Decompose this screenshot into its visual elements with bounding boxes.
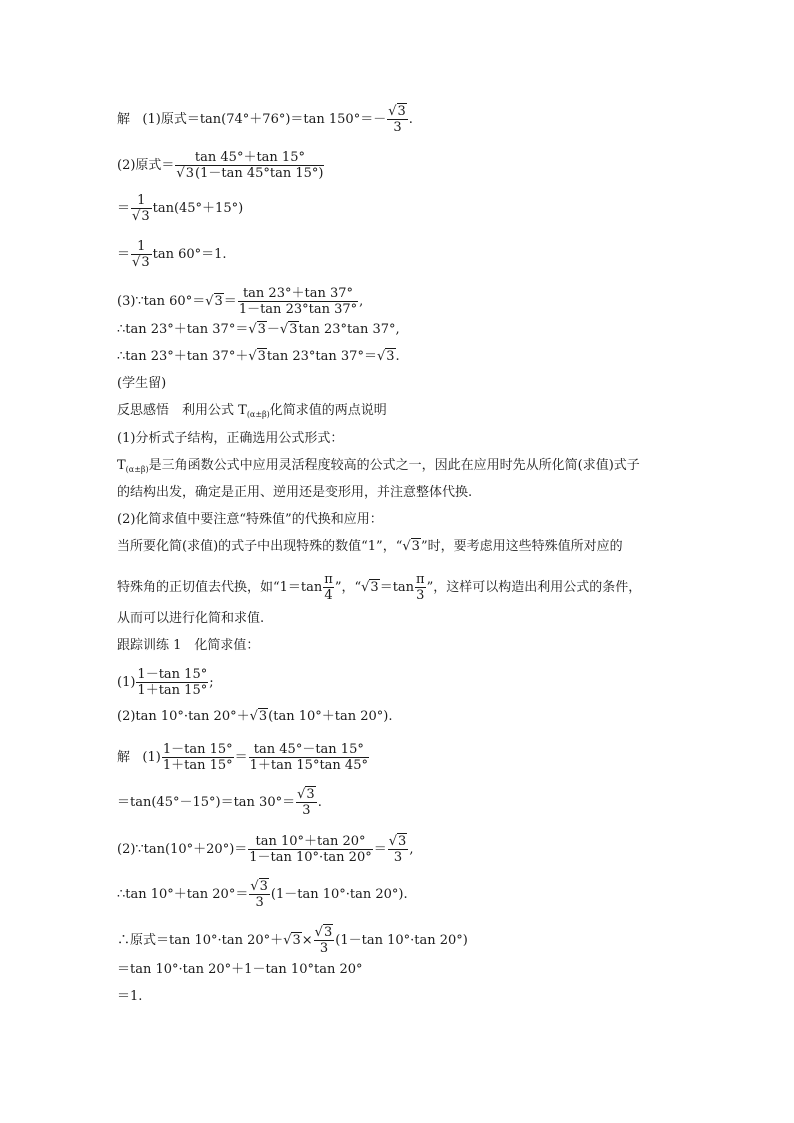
solution-1-line-7: ∴tan 23°＋tan 37°＋√3tan 23°tan 37°＝√3. — [117, 349, 400, 364]
solution-2-line-4: ∴tan 10°＋tan 20°＝ $\frac{√3}{3}$ (1－tan 10°·tan 20°). — [117, 879, 408, 910]
solution-1-line-1: 解 (1)原式＝tan(74°＋76°)＝tan 150°＝－ $\frac{√3}{3}$ . — [117, 104, 413, 135]
sqrt: √3 — [388, 104, 406, 119]
reflection-title: 反思感悟 利用公式 $T_{(\alpha\pm\beta)}$化简求值的两点说明 — [117, 403, 387, 419]
reflection-point-1-title: (1)分析式子结构，正确选用公式形式： — [117, 431, 344, 446]
solution-1-line-6: ∴tan 23°＋tan 37°＝√3－√3tan 23°tan 37°, — [117, 322, 400, 337]
fraction: $\frac{√3}{3}$ — [388, 104, 406, 135]
solution-label: 解 — [117, 112, 131, 127]
fraction: $\frac{\tan 45^\circ+\tan 15^\circ}{√3(1-\tan 45^\circ\tan 15^\circ)}$ — [176, 150, 324, 181]
student-note: (学生留) — [117, 376, 167, 391]
solution-2-line-5: ∴原式＝tan 10°·tan 20°＋√3× $\frac{√3}{3}$ (1－tan 10°·tan 20°) — [117, 925, 468, 956]
fraction: $\frac{\tan 23^\circ+\tan 37^\circ}{1-\tan 23^\circ\tan 37^\circ}$ — [238, 286, 358, 317]
solution-1-line-2: (2)原式＝ $\frac{\tan 45^\circ+\tan 15^\circ}{√3(1-\tan 45^\circ\tan 15^\circ)}$ — [117, 150, 324, 181]
solution-1-line-3: ＝ $\frac{1}{√3}$ tan(45°＋15°) — [117, 193, 244, 224]
solution-2-line-2: ＝tan(45°－15°)＝tan 30°＝ $\frac{√3}{3}$ . — [117, 787, 322, 818]
reflection-point-2-body-3: 从而可以进行化简和求值. — [117, 611, 265, 626]
reflection-point-2-body-1: 当所要化简(求值)的式子中出现特殊的数值“1”，“√3”时，要考虑用这些特殊值所对应的 — [117, 539, 623, 554]
solution-2-line-3: (2)∵tan(10°＋20°)＝ $\frac{\tan 10^\circ+\tan 20^\circ}{1-\tan 10^\circ\cdot\tan 20^\circ}$ ＝ $\frac{√3}{3}$ , — [117, 834, 414, 865]
reflection-point-2-title: (2)化简求值中要注意“特殊值”的代换和应用： — [117, 512, 383, 527]
fraction: $\frac{1}{√3}$ — [132, 193, 150, 224]
solution-1-line-4: ＝ $\frac{1}{√3}$ tan 60°＝1. — [117, 239, 227, 270]
fraction: $\frac{1}{√3}$ — [132, 239, 150, 270]
reflection-point-2-body-2: 特殊角的正切值去代换，如“1＝tan $\frac{\pi}{4}$ ”，“√3＝tan $\frac{\pi}{3}$ ”，这样可以构造出利用公式的条件， — [117, 572, 642, 603]
solution-2-line-6: ＝tan 10°·tan 20°＋1－tan 10°tan 20° — [117, 962, 363, 977]
solution-label: 解 — [117, 750, 131, 765]
practice-title: 跟踪训练 1 化简求值： — [117, 638, 260, 653]
solution-1-line-5: (3)∵tan 60°＝√3＝ $\frac{\tan 23^\circ+\tan 37^\circ}{1-\tan 23^\circ\tan 37^\circ}$ , — [117, 286, 364, 317]
practice-question-1: (1) $\frac{1-\tan 15^\circ}{1+\tan 15^\circ}$ ; — [117, 667, 214, 698]
practice-question-2: (2)tan 10°·tan 20°＋√3(tan 10°＋tan 20°). — [117, 709, 393, 724]
solution-2-line-7: ＝1. — [117, 989, 143, 1004]
reflection-point-1-body-2: 的结构出发，确定是正用、逆用还是变形用，并注意整体代换. — [117, 485, 473, 500]
reflection-point-1-body-1: $T_{(\alpha\pm\beta)}$是三角函数公式中应用灵活程度较高的公式之一，因此在应用时先从所化简(求值)式子 — [117, 458, 640, 474]
solution-2-line-1: 解 (1) $\frac{1-\tan 15^\circ}{1+\tan 15^\circ}$ ＝ $\frac{\tan 45^\circ-\tan 15^\circ}{1+\tan 15^\circ\tan 45^\circ}$ — [117, 742, 368, 773]
